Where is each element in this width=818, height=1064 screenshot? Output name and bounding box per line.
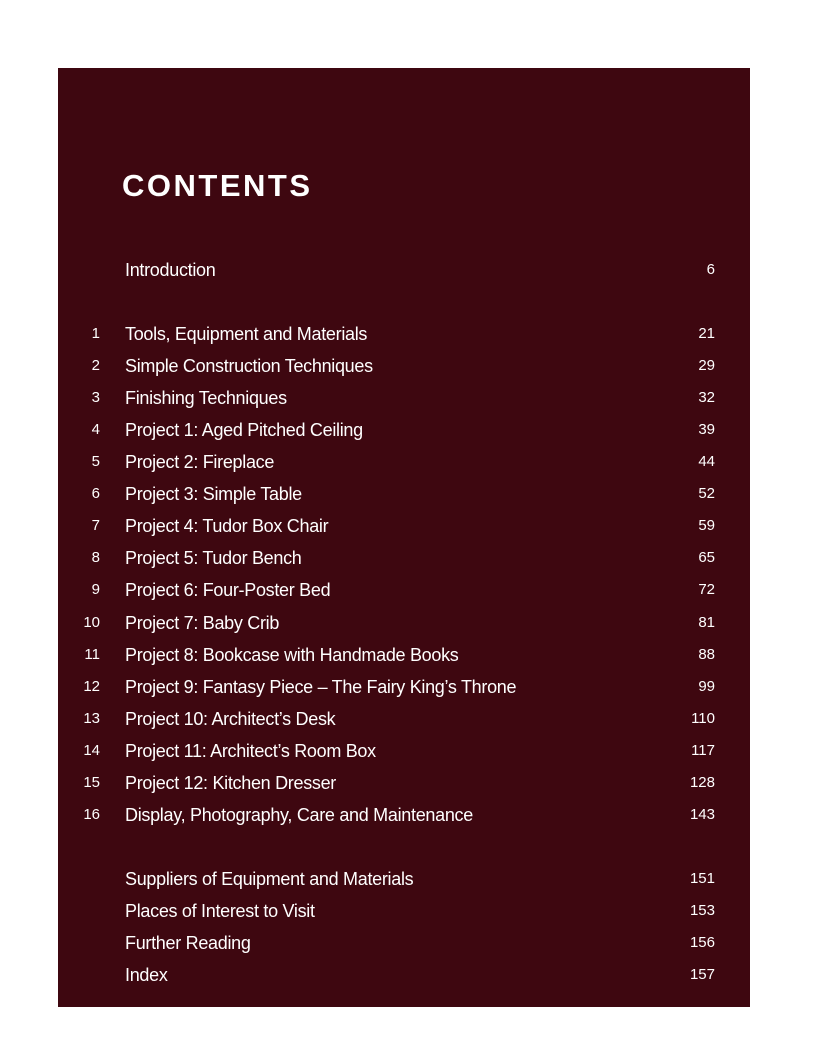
chapter-title: Project 7: Baby Crib xyxy=(125,613,280,633)
toc-entry-introduction[interactable] xyxy=(0,258,818,282)
chapter-page: 44 xyxy=(698,453,715,470)
chapter-title: Project 1: Aged Pitched Ceiling xyxy=(125,420,363,440)
toc-chapter-4[interactable] xyxy=(0,418,818,442)
toc-entry-page: 153 xyxy=(689,902,715,919)
chapter-number: 1 xyxy=(91,325,100,342)
chapter-page: 143 xyxy=(689,806,715,823)
toc-entry-suppliers[interactable] xyxy=(0,867,818,891)
chapter-title: Project 5: Tudor Bench xyxy=(125,548,302,568)
toc-entry-page: 151 xyxy=(689,870,715,887)
chapter-number: 2 xyxy=(91,357,100,374)
chapter-title: Simple Construction Techniques xyxy=(125,356,373,376)
toc-entry-label: Suppliers of Equipment and Materials xyxy=(125,869,414,889)
chapter-title: Tools, Equipment and Materials xyxy=(125,324,368,344)
chapter-page: 29 xyxy=(698,357,715,374)
toc-entry-label: Places of Interest to Visit xyxy=(125,901,315,921)
chapter-page: 52 xyxy=(698,485,715,502)
toc-chapter-10[interactable] xyxy=(0,611,818,635)
chapter-title: Project 12: Kitchen Dresser xyxy=(125,773,336,793)
chapter-page: 59 xyxy=(698,517,715,534)
chapter-number: 13 xyxy=(83,710,100,727)
toc-entry-places-of-interest[interactable] xyxy=(0,899,818,923)
toc-entry-label: Index xyxy=(125,965,168,985)
chapter-number: 12 xyxy=(83,678,100,695)
toc-chapter-16[interactable] xyxy=(0,803,818,827)
chapter-number: 6 xyxy=(91,485,100,502)
chapter-number: 10 xyxy=(83,614,100,631)
toc-chapter-1[interactable] xyxy=(0,322,818,346)
toc-chapter-13[interactable] xyxy=(0,707,818,731)
page-title: CONTENTS xyxy=(122,168,313,203)
toc-chapter-7[interactable] xyxy=(0,514,818,538)
chapter-number: 8 xyxy=(91,549,100,566)
chapter-number: 16 xyxy=(83,806,100,823)
chapter-title: Display, Photography, Care and Maintenance xyxy=(125,805,473,825)
toc-entry-label: Introduction xyxy=(125,260,216,280)
chapter-number: 14 xyxy=(83,742,100,759)
chapter-number: 9 xyxy=(91,581,100,598)
chapter-number: 3 xyxy=(91,389,100,406)
toc-chapter-6[interactable] xyxy=(0,482,818,506)
chapter-page: 65 xyxy=(698,549,715,566)
toc-chapter-5[interactable] xyxy=(0,450,818,474)
chapter-title: Project 3: Simple Table xyxy=(125,484,302,504)
toc-chapter-14[interactable] xyxy=(0,739,818,763)
toc-entry-index[interactable] xyxy=(0,963,818,987)
chapter-title: Project 4: Tudor Box Chair xyxy=(125,516,329,536)
chapter-page: 32 xyxy=(698,389,715,406)
chapter-page: 88 xyxy=(698,646,715,663)
chapter-number: 15 xyxy=(83,774,100,791)
toc-entry-page: 6 xyxy=(706,261,715,278)
toc-chapter-11[interactable] xyxy=(0,643,818,667)
chapter-title: Project 2: Fireplace xyxy=(125,452,275,472)
chapter-title: Finishing Techniques xyxy=(125,388,287,408)
toc-chapter-12[interactable] xyxy=(0,675,818,699)
chapter-number: 7 xyxy=(91,517,100,534)
chapter-page: 21 xyxy=(698,325,715,342)
chapter-title: Project 8: Bookcase with Handmade Books xyxy=(125,645,459,665)
toc-chapter-2[interactable] xyxy=(0,354,818,378)
toc-chapter-15[interactable] xyxy=(0,771,818,795)
chapter-page: 72 xyxy=(698,581,715,598)
chapter-number: 11 xyxy=(84,646,100,663)
chapter-page: 110 xyxy=(691,710,715,727)
toc-chapter-9[interactable] xyxy=(0,578,818,602)
chapter-title: Project 6: Four-Poster Bed xyxy=(125,580,331,600)
chapter-page: 117 xyxy=(691,742,715,759)
toc-entry-label: Further Reading xyxy=(125,933,251,953)
chapter-page: 99 xyxy=(698,678,715,695)
chapter-title: Project 10: Architect’s Desk xyxy=(125,709,336,729)
toc-entry-page: 157 xyxy=(689,966,715,983)
chapter-number: 4 xyxy=(91,421,100,438)
toc-entry-further-reading[interactable] xyxy=(0,931,818,955)
chapter-page: 81 xyxy=(698,614,715,631)
toc-entry-page: 156 xyxy=(689,934,715,951)
toc-chapter-3[interactable] xyxy=(0,386,818,410)
chapter-page: 128 xyxy=(689,774,715,791)
toc-chapter-8[interactable] xyxy=(0,546,818,570)
chapter-title: Project 9: Fantasy Piece – The Fairy King’s Throne xyxy=(125,677,517,697)
chapter-number: 5 xyxy=(91,453,100,470)
chapter-title: Project 11: Architect’s Room Box xyxy=(125,741,376,761)
chapter-page: 39 xyxy=(698,421,715,438)
